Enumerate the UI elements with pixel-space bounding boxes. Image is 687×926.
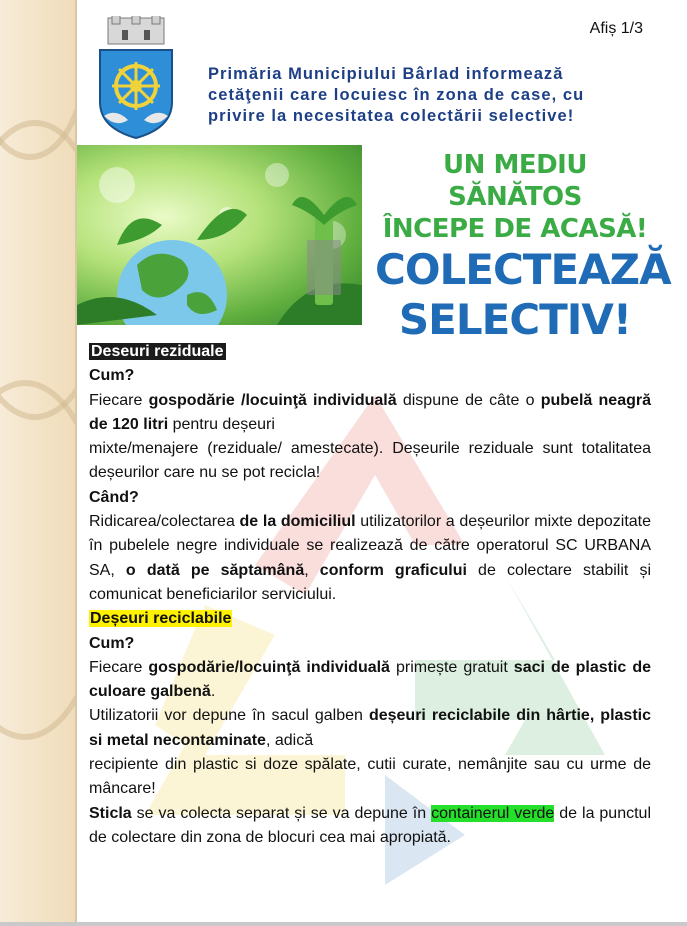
announcement-line: Primăria Municipiului Bârlad informează — [208, 65, 564, 83]
slogan-line: ÎNCEPE DE ACASĂ! — [382, 214, 648, 244]
decorative-swirl — [0, 380, 77, 740]
earth-globe-icon — [77, 145, 362, 325]
green-container-highlight: containerul verde — [431, 804, 555, 822]
paragraph: Utilizatorii vor depune în sacul galben deșeuri reciclabile din hârtie, plastic si metal necontaminate, adică — [89, 707, 651, 749]
paragraph: Fiecare gospodărie /locuinţă individuală dispune de câte o pubelă neagră de 120 litri pentru deșeuri — [89, 391, 651, 433]
paragraph: Fiecare gospodărie/locuinţă individuală primește gratuit saci de plastic de culoare galbenă. — [89, 658, 651, 701]
question-label: Cum? — [89, 367, 135, 385]
question-label: Cum? — [89, 634, 135, 652]
paragraph: mixte/menajere (reziduale/ amestecate). Deșeurile reziduale sunt totalitatea deșeurilor care nu se pot recicla! — [89, 440, 651, 482]
decorative-swirl — [0, 0, 77, 160]
barlad-coat-of-arms-icon — [92, 16, 180, 140]
information-body — [89, 340, 651, 850]
paragraph: recipiente din plastic si doze spălate, cutii curate, nemânjite sau cu urme de mâncare! — [89, 756, 651, 798]
page-number: Afiș 1/3 — [589, 20, 643, 37]
campaign-banner — [77, 145, 671, 344]
decorative-swirl — [0, 120, 77, 420]
eco-earth-illustration — [77, 145, 362, 325]
campaign-slogan — [375, 149, 671, 344]
paragraph: Sticla se va colecta separat și se va depune în containerul verde de la punctul de colectare din zona de blocuri cea mai apropiată. — [89, 804, 652, 846]
municipality-announcement — [208, 64, 648, 127]
announcement-line: cetăţenii care locuiesc în zona de case, cu — [208, 86, 585, 104]
section-heading-residual: Deseuri reziduale — [91, 343, 224, 360]
slogan-line: SELECTIV! — [398, 295, 632, 344]
slogan-line: COLECTEAZĂ — [375, 245, 671, 294]
announcement-line: privire la necesitatea colectării selective! — [208, 107, 575, 125]
bottom-divider — [0, 922, 687, 926]
section-heading-recyclable: Deșeuri reciclabile — [90, 610, 232, 628]
decorative-side-strip — [0, 0, 77, 926]
question-label: Când? — [89, 488, 139, 506]
paragraph: Ridicarea/colectarea de la domiciliul utilizatorilor a deșeurilor mixte depozitate în pubelele negre individuale se realizează de către operatorul SC URBANA SA, o dată pe săptamână, conform graficului de colectare stabilit și comunicat beneficiarilor serviciului. — [89, 513, 652, 603]
slogan-line: UN MEDIU SĂNĂTOS — [443, 150, 587, 212]
